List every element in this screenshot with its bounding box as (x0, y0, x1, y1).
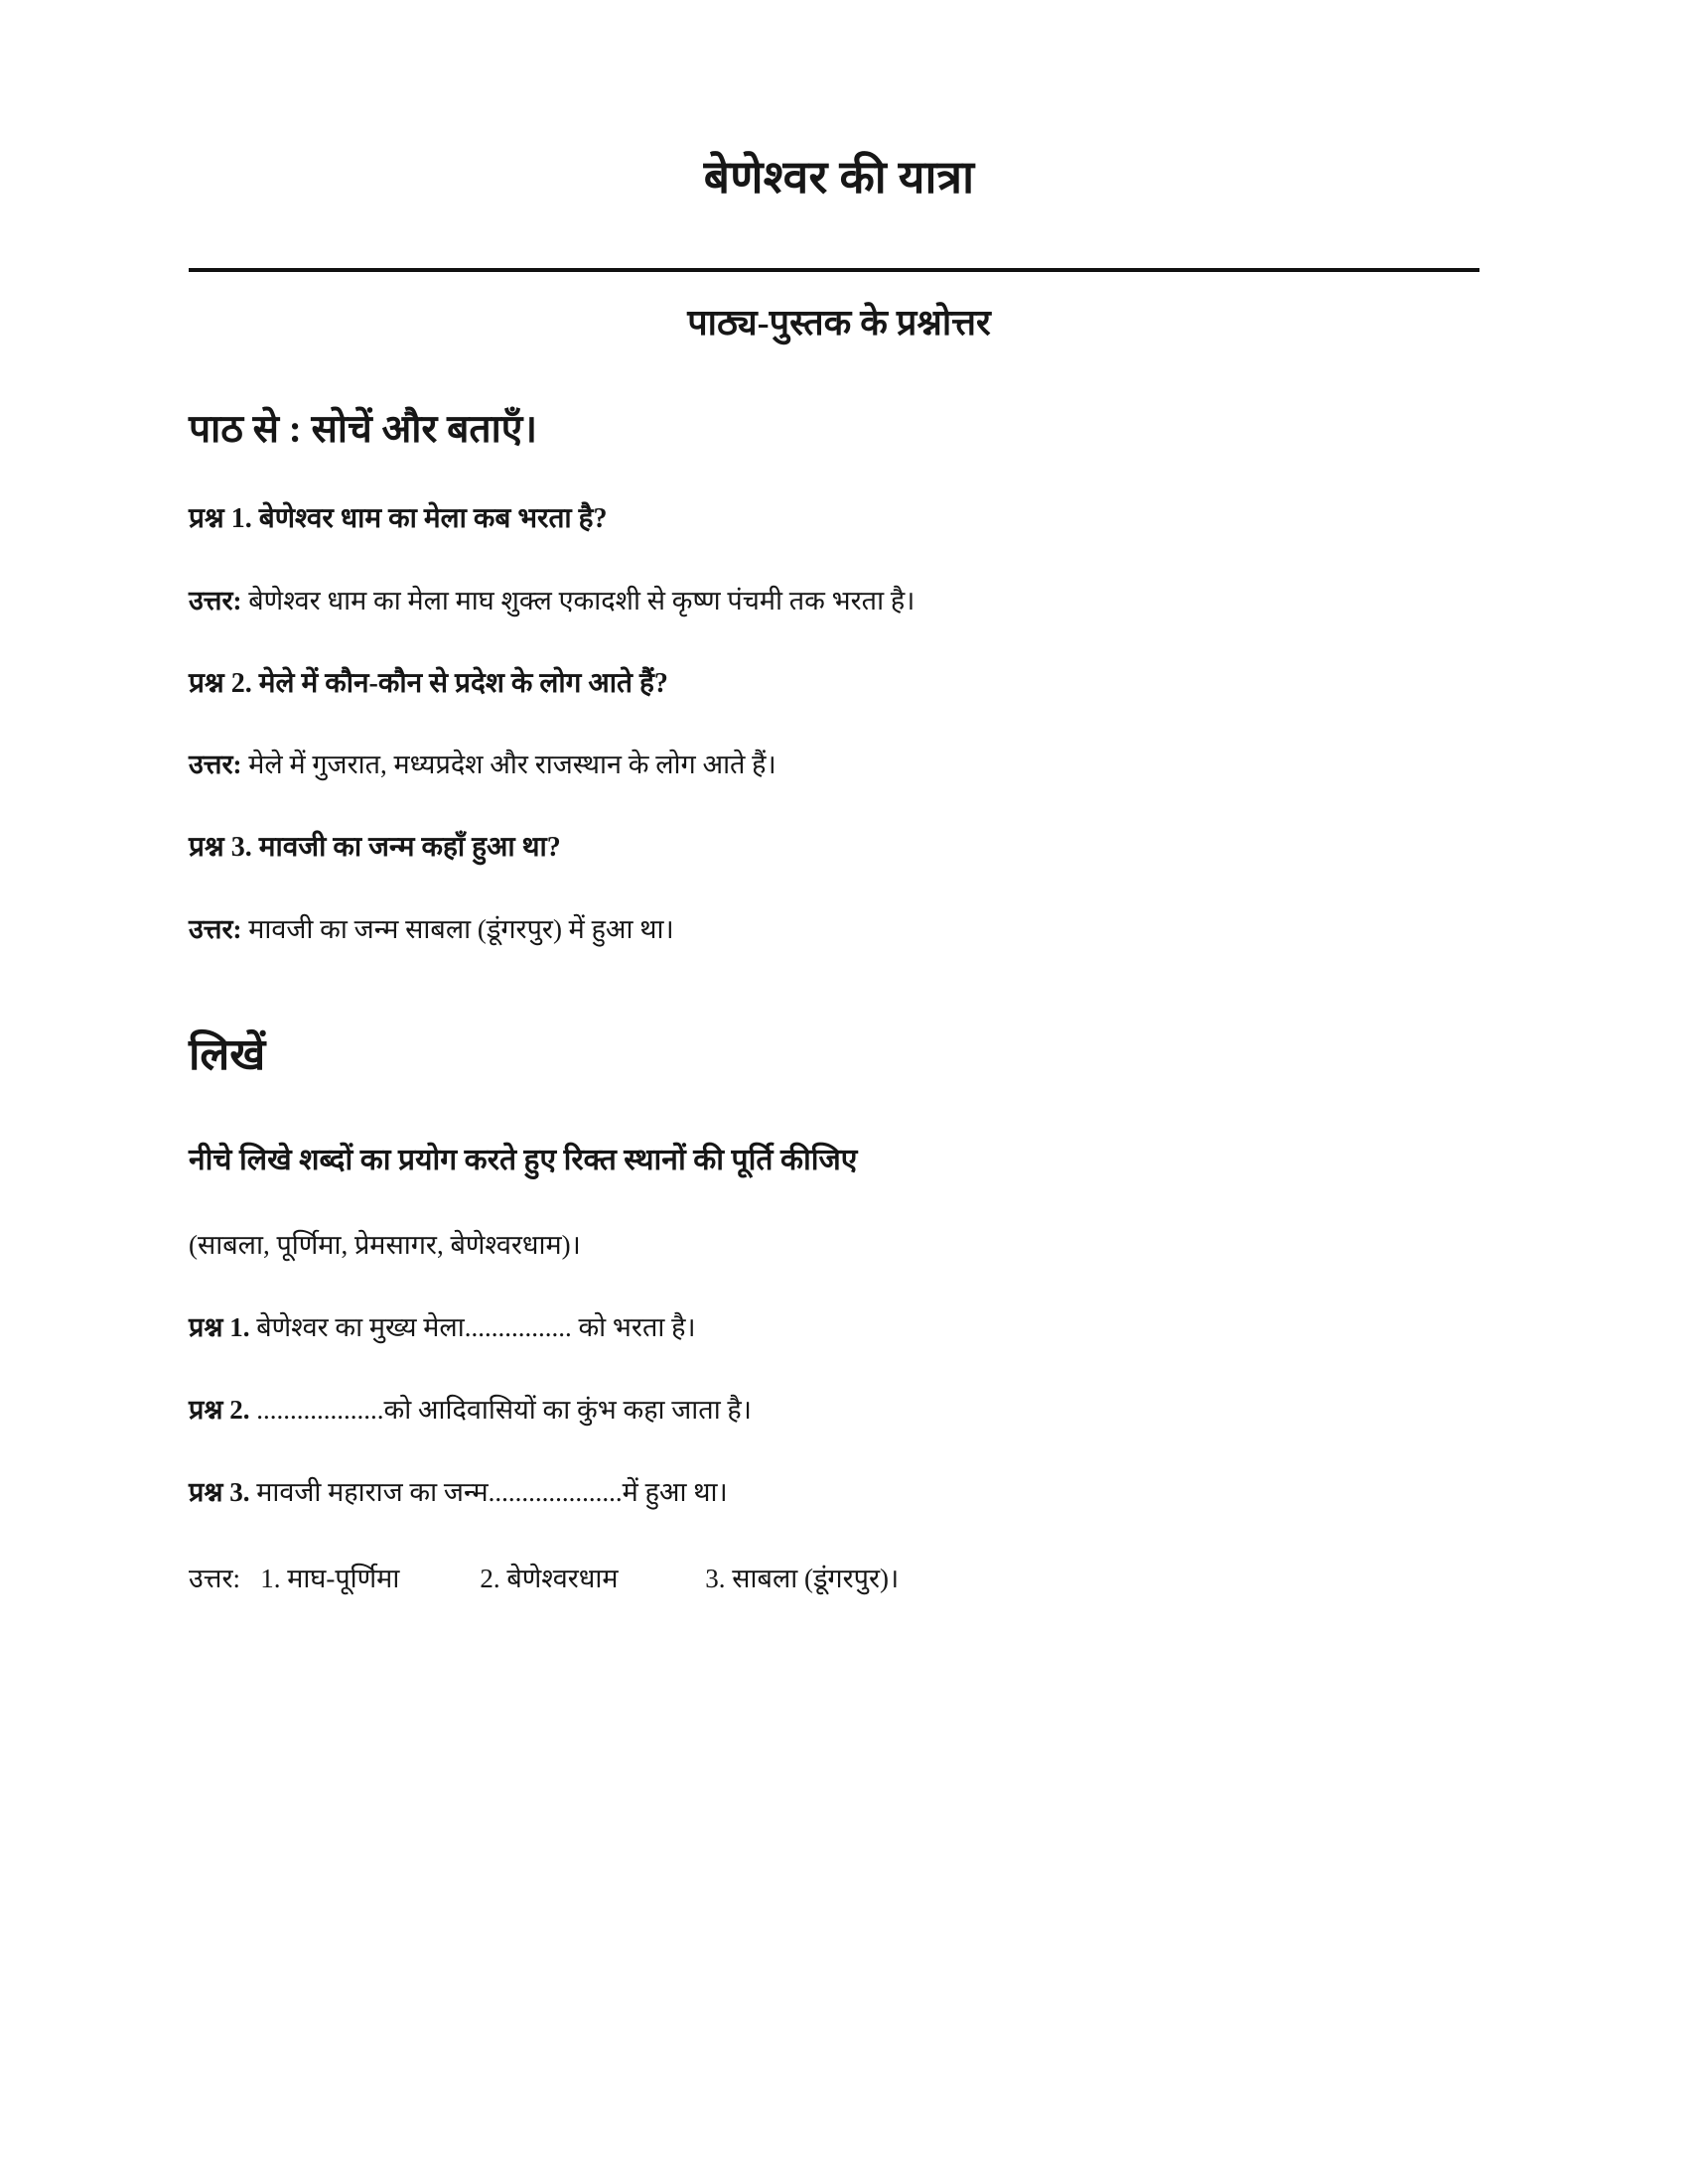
section-heading-path-se: पाठ से : सोचें और बताएँ। (189, 408, 538, 452)
word-bank: (साबला, पूर्णिमा, प्रेमसागर, बेणेश्वरधाम)। (189, 1229, 581, 1260)
blank-answers-row (189, 1560, 1489, 1598)
answers-label: उत्तर: (189, 1564, 240, 1594)
answer-1 (189, 582, 1489, 620)
blank-question-text: ...................को आदिवासियों का कुंभ कहा जाता है। (249, 1395, 753, 1426)
blank-question-label: प्रश्न 1. (189, 1312, 250, 1343)
blank-question-text: मावजी महाराज का जन्म....................में हुआ था। (249, 1477, 728, 1508)
blank-question-3 (189, 1473, 1489, 1512)
blank-question-2 (189, 1391, 1489, 1430)
question-3: प्रश्न 3. मावजी का जन्म कहाँ हुआ था? (189, 832, 561, 864)
title-divider (189, 268, 1479, 272)
blank-question-label: प्रश्न 2. (189, 1395, 250, 1426)
question-2: प्रश्न 2. मेले में कौन-कौन से प्रदेश के लोग आते हैं? (189, 667, 668, 699)
answer-3 (189, 910, 1489, 949)
blank-question-1 (189, 1308, 1489, 1347)
blank-question-text: बेणेश्वर का मुख्य मेला................ को भरता है। (249, 1312, 696, 1343)
fill-blanks-instruction: नीचे लिखे शब्दों का प्रयोग करते हुए रिक्त स्थानों की पूर्ति कीजिए (189, 1144, 858, 1177)
section-heading-likhen: लिखें (189, 1030, 266, 1080)
question-1: प्रश्न 1. बेणेश्वर धाम का मेला कब भरता है? (189, 502, 608, 534)
answer-label: उत्तर: (189, 750, 242, 780)
answer-text: बेणेश्वर धाम का मेला माघ शुक्ल एकादशी से कृष्ण पंचमी तक भरता है। (241, 585, 915, 615)
answer-text: मावजी का जन्म साबला (डूंगरपुर) में हुआ था। (241, 914, 674, 945)
answer-label: उत्तर: (189, 585, 242, 615)
answer-label: उत्तर: (189, 914, 242, 945)
answer-text: मेले में गुजरात, मध्यप्रदेश और राजस्थान के लोग आते हैं। (241, 750, 776, 780)
document-subtitle: पाठ्य-पुस्तक के प्रश्नोत्तर (687, 302, 991, 342)
answers-text: 1. माघ-पूर्णिमा 2. बेणेश्वरधाम 3. साबला (डूंगरपुर)। (240, 1564, 900, 1594)
blank-question-label: प्रश्न 3. (189, 1477, 250, 1508)
answer-2 (189, 746, 1489, 784)
page-title: बेणेश्वर की यात्रा (703, 152, 975, 203)
